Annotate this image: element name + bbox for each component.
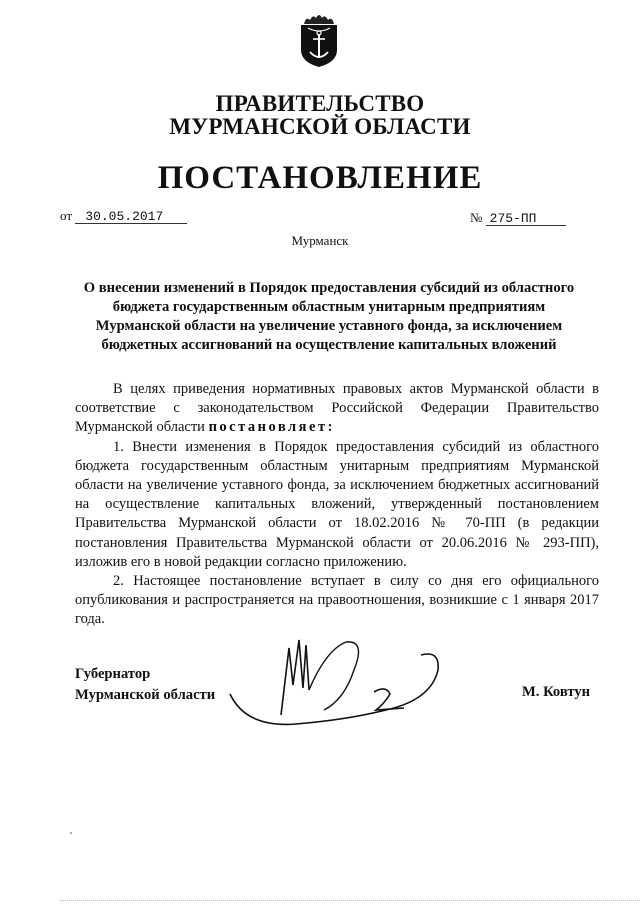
item-2-paragraph: 2. Настоящее постановление вступает в силу со дня его официального опубликования и распространяется на правоотношения, возникшие с 1 января 2017 года. <box>75 573 599 628</box>
org-name-line1: ПРАВИТЕЛЬСТВО <box>215 91 425 116</box>
scan-mark <box>70 832 72 834</box>
footer-line <box>60 900 640 902</box>
document-number <box>470 210 566 226</box>
document-type-title: ПОСТАНОВЛЕНИЕ <box>157 160 483 196</box>
number-prefix: № <box>470 210 483 225</box>
signatory-title <box>75 664 215 706</box>
intro-paragraph <box>75 380 599 438</box>
resolves-word: постановляет: <box>208 419 335 436</box>
date-value: 30.05.2017 <box>75 210 187 224</box>
signatory-name: М. Ковтун <box>522 684 591 700</box>
coat-of-arms-emblem <box>296 12 342 68</box>
org-name-line2: МУРМАНСКОЙ ОБЛАСТИ <box>169 114 471 139</box>
city: Мурманск <box>291 233 349 248</box>
signatory-title-line1: Губернатор <box>75 666 151 682</box>
signatory-title-line2: Мурманской области <box>75 687 216 703</box>
date-prefix: от <box>60 208 73 223</box>
document-subject: О внесении изменений в Порядок предоставления субсидий из областного бюджета государственным областным унитарным предприятиям Мурманской области на увеличение уставного фонда, за исключением бюджетных ассигнований на осуществление капитальных вложений <box>83 280 575 353</box>
document-date <box>60 208 187 224</box>
document-body <box>75 380 599 630</box>
intro-text: В целях приведения нормативных правовых актов Мурманской области в соответствие с законодательством Российской Федерации Правительство Мурманской области <box>75 381 599 436</box>
number-value: 275-ПП <box>486 212 566 226</box>
handwritten-signature <box>226 630 446 740</box>
item-1-paragraph: 1. Внести изменения в Порядок предоставления субсидий из областного бюджета государственным областным унитарным предприятиям Мурманской области на увеличение уставного фонда, за исключением бюджетных ассигнований на осуществление капитальных вложений, утвержденный постановлением Правительства Мурманской области от 18.02.2016 № 70-ПП (в редакции постановления Правительства Мурманской области от 20.06.2016 № 293-ПП), изложив его в новой редакции согласно приложению. <box>75 438 599 570</box>
